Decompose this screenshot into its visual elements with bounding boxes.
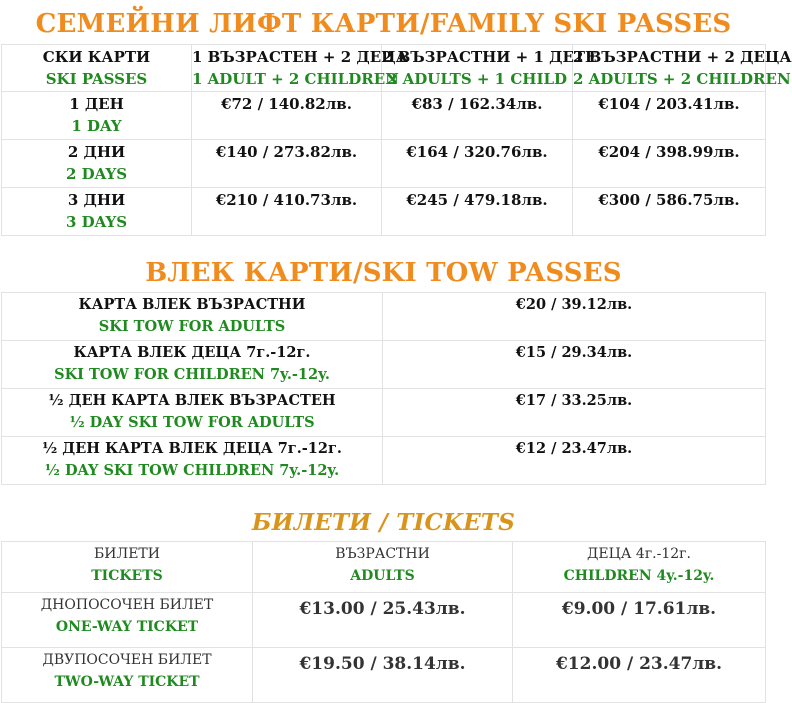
tickets-header-cell: [513, 542, 766, 593]
ticket-label-bg: ДВУПОСОЧЕН БИЛЕТ: [42, 652, 212, 668]
tow-label-en: SKI TOW FOR ADULTS: [98, 318, 286, 335]
ticket-label-cell: [2, 648, 253, 703]
tickets-header-cell: [253, 542, 513, 593]
header-label-en: 2 ADULTS + 2 CHILDREN: [573, 70, 791, 88]
header-label-bg: ВЪЗРАСТНИ: [335, 546, 430, 562]
price-cell: €210 / 410.73лв.: [192, 188, 382, 236]
price-cell: €20 / 39.12лв.: [383, 293, 766, 341]
tow-label-bg: КАРТА ВЛЕК ДЕЦА 7г.-12г.: [73, 344, 311, 361]
duration-cell: [2, 140, 192, 188]
tow-label-en: SKI TOW FOR CHILDREN 7y.-12y.: [54, 366, 330, 383]
table-row: [2, 188, 766, 236]
family-passes-table: [1, 44, 792, 236]
header-label-en: SKI PASSES: [45, 70, 148, 88]
header-label-bg: ДЕЦА 4г.-12г.: [587, 546, 691, 562]
tow-label-cell: [2, 437, 383, 485]
price-cell: €13.00 / 25.43лв.: [253, 593, 513, 648]
tickets-title: БИЛЕТИ / TICKETS: [251, 509, 516, 536]
duration-cell: [2, 92, 192, 140]
tow-label-en: ½ DAY SKI TOW CHILDREN 7y.-12y.: [44, 462, 340, 479]
price-cell: €12 / 23.47лв.: [383, 437, 766, 485]
price-cell: €9.00 / 17.61лв.: [513, 593, 766, 648]
tickets-header-row: [2, 542, 766, 593]
header-label-en: 1 ADULT + 2 CHILDREN: [192, 70, 399, 88]
duration-bg: 3 ДНИ: [67, 191, 126, 209]
ticket-label-cell: [2, 593, 253, 648]
price-cell: €164 / 320.76лв.: [382, 140, 573, 188]
family-header-row: [2, 45, 766, 92]
table-row: [2, 437, 766, 485]
family-header-cell: [382, 45, 597, 92]
ticket-label-en: ONE-WAY TICKET: [55, 619, 199, 635]
tow-label-bg: ½ ДЕН КАРТА ВЛЕК ВЪЗРАСТЕН: [48, 392, 336, 409]
tow-label-cell: [2, 341, 383, 389]
family-header-cell: [2, 45, 192, 92]
price-cell: €300 / 586.75лв.: [573, 188, 766, 236]
tow-passes-table: [1, 292, 766, 485]
table-row: [2, 648, 766, 703]
price-cell: €140 / 273.82лв.: [192, 140, 382, 188]
table-row: [2, 140, 766, 188]
tow-label-cell: [2, 293, 383, 341]
duration-en: 3 DAYS: [65, 213, 128, 231]
table-row: [2, 293, 766, 341]
duration-en: 2 DAYS: [65, 165, 128, 183]
duration-cell: [2, 188, 192, 236]
tow-passes-title: ВЛЕК КАРТИ/SKI TOW PASSES: [145, 258, 622, 288]
tickets-table: [1, 541, 766, 703]
tickets-header-cell: [2, 542, 253, 593]
price-cell: €245 / 479.18лв.: [382, 188, 573, 236]
tow-label-en: ½ DAY SKI TOW FOR ADULTS: [69, 414, 315, 431]
header-label-en: TICKETS: [91, 568, 163, 584]
table-row: [2, 92, 766, 140]
header-label-bg: СКИ КАРТИ: [42, 48, 151, 66]
table-row: [2, 389, 766, 437]
tow-label-bg: ½ ДЕН КАРТА ВЛЕК ДЕЦА 7г.-12г.: [42, 440, 342, 457]
header-label-bg: 2 ВЪЗРАСТНИ + 2 ДЕЦА: [573, 48, 792, 66]
ticket-label-en: TWO-WAY TICKET: [54, 674, 200, 690]
tow-label-cell: [2, 389, 383, 437]
duration-en: 1 DAY: [71, 117, 122, 135]
family-header-cell: [573, 45, 792, 92]
header-label-bg: 2 ВЪЗРАСТНИ + 1 ДЕТЕ: [382, 48, 597, 66]
ticket-label-bg: ДНОПОСОЧЕН БИЛЕТ: [40, 597, 214, 613]
table-row: [2, 593, 766, 648]
table-row: [2, 341, 766, 389]
header-label-en: 2 ADULTS + 1 CHILD: [386, 70, 568, 88]
price-cell: €17 / 33.25лв.: [383, 389, 766, 437]
family-passes-title: СЕМЕЙНИ ЛИФТ КАРТИ/FAMILY SKI PASSES: [35, 9, 732, 39]
price-cell: €104 / 203.41лв.: [573, 92, 766, 140]
header-label-bg: БИЛЕТИ: [94, 546, 160, 562]
header-label-en: ADULTS: [350, 568, 415, 584]
duration-bg: 1 ДЕН: [69, 95, 124, 113]
price-cell: €72 / 140.82лв.: [192, 92, 382, 140]
price-cell: €83 / 162.34лв.: [382, 92, 573, 140]
header-label-bg: 1 ВЪЗРАСТЕН + 2 ДЕЦА: [192, 48, 408, 66]
price-cell: €204 / 398.99лв.: [573, 140, 766, 188]
price-cell: €15 / 29.34лв.: [383, 341, 766, 389]
header-label-en: CHILDREN 4y.-12y.: [563, 568, 715, 584]
tow-label-bg: КАРТА ВЛЕК ВЪЗРАСТНИ: [78, 296, 306, 313]
family-header-cell: [192, 45, 408, 92]
price-cell: €19.50 / 38.14лв.: [253, 648, 513, 703]
price-cell: €12.00 / 23.47лв.: [513, 648, 766, 703]
duration-bg: 2 ДНИ: [67, 143, 126, 161]
